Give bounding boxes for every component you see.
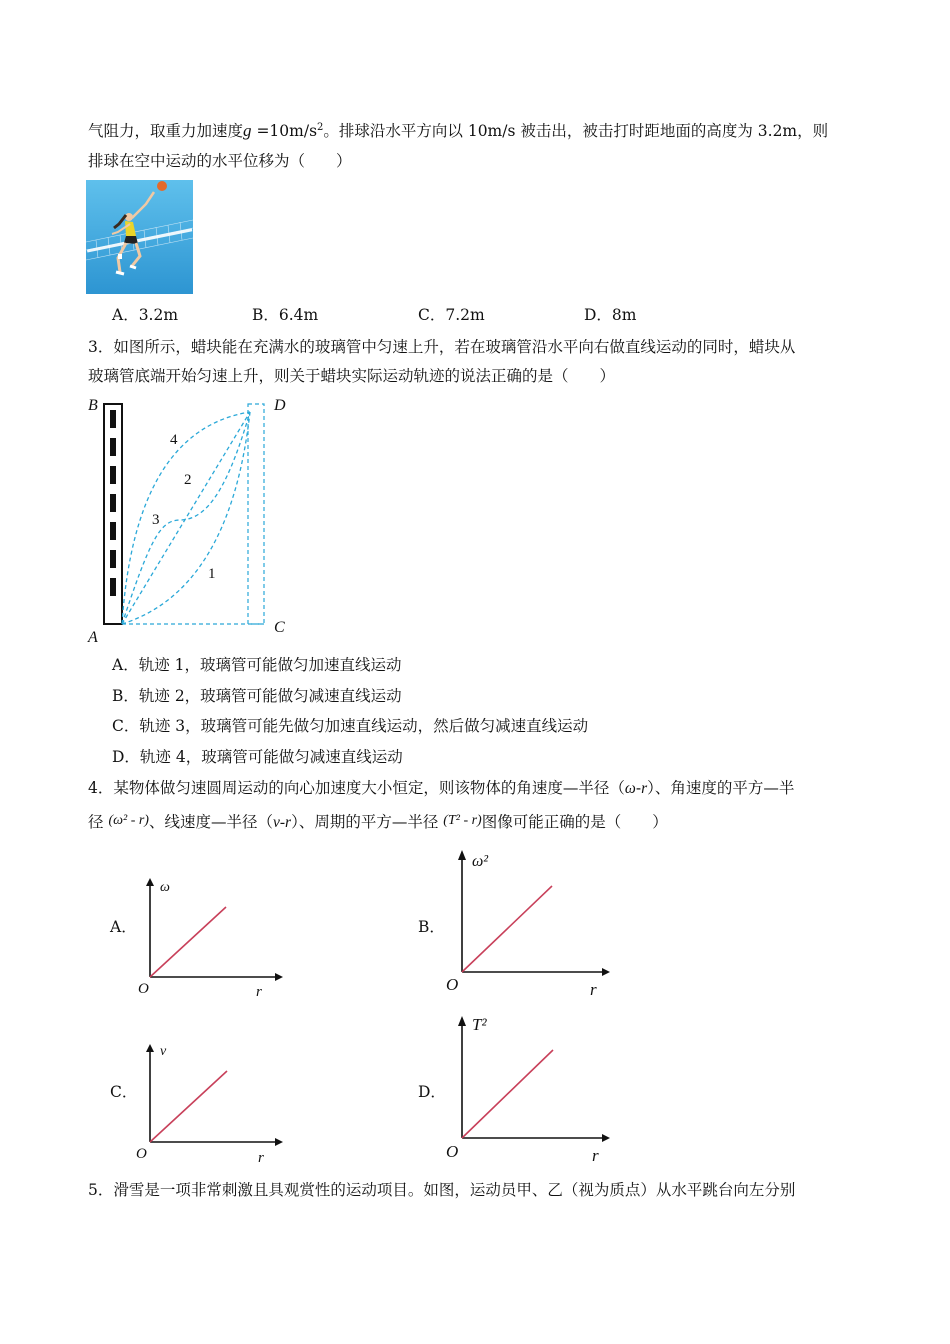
q3-option-d: D．轨迹 4，玻璃管可能做匀减速直线运动 — [112, 748, 403, 766]
graph-b — [440, 844, 620, 1004]
trajectory-4-label: 4 — [170, 432, 178, 448]
graph-c-origin: O — [136, 1146, 147, 1162]
point-d-label: D — [274, 397, 286, 414]
point-c-label: C — [274, 619, 285, 636]
point-b-label: B — [88, 397, 98, 414]
graph-a-xlabel: r — [256, 984, 262, 1000]
graph-c-xlabel: r — [258, 1150, 264, 1166]
q2-option-b: B．6.4m — [252, 306, 319, 324]
q2-option-d: D．8m — [584, 306, 637, 324]
graph-c-option: C． — [110, 1083, 138, 1101]
graph-a-origin: O — [138, 981, 149, 997]
trajectory-3-label: 3 — [152, 512, 160, 528]
q3-option-c: C．轨迹 3，玻璃管可能先做匀加速直线运动，然后做匀减速直线运动 — [112, 717, 589, 735]
graph-b-ylabel: ω² — [472, 853, 489, 870]
graph-c — [130, 1036, 290, 1166]
q3-option-a: A．轨迹 1，玻璃管可能做匀加速直线运动 — [112, 656, 402, 674]
q2-text-line1: 气阻力，取重力加速度$g =10m/s^2$。排球沿水平方向以 10m/s 被击出，被击打时距地面的高度为 3.2m，则 — [88, 121, 829, 141]
graph-d-xlabel: r — [592, 1146, 599, 1165]
q4-text-line2: 径 (ω² - r)、线速度—半径（v-r）、周期的平方—半径 (T² - r)图像可能正确的是（ ） — [88, 813, 668, 831]
graph-b-xlabel: r — [590, 980, 597, 999]
graph-a — [130, 872, 290, 1002]
graph-d-ylabel: T² — [472, 1015, 487, 1034]
q2-option-a: A．3.2m — [112, 306, 179, 324]
q5-text-line1: 5．滑雪是一项非常刺激且具观赏性的运动项目。如图，运动员甲、乙（视为质点）从水平跳台向左分别 — [88, 1181, 796, 1199]
graph-b-option: B． — [418, 918, 445, 936]
q3-trajectory-figure — [80, 390, 300, 645]
graph-d-option: D． — [418, 1083, 446, 1101]
q4-text-line1: 4．某物体做匀速圆周运动的向心加速度大小恒定，则该物体的角速度—半径（ω-r）、角速度的平方—半 — [88, 779, 795, 797]
q2-option-c: C．7.2m — [418, 306, 485, 324]
graph-a-ylabel: ω — [160, 880, 170, 895]
q3-option-b: B．轨迹 2，玻璃管可能做匀减速直线运动 — [112, 687, 402, 705]
graph-d — [440, 1008, 620, 1168]
point-a-label: A — [88, 629, 98, 645]
trajectory-1-label: 1 — [208, 566, 216, 582]
q2-text-line2: 排球在空中运动的水平位移为（ ） — [88, 152, 352, 170]
graph-d-origin: O — [446, 1142, 459, 1161]
graph-b-origin: O — [446, 975, 459, 994]
graph-a-option: A． — [110, 918, 137, 936]
q3-text-line1: 3．如图所示，蜡块能在充满水的玻璃管中匀速上升，若在玻璃管沿水平向右做直线运动的同时，蜡块从 — [88, 338, 796, 356]
graph-c-ylabel: v — [160, 1044, 167, 1059]
q3-text-line2: 玻璃管底端开始匀速上升，则关于蜡块实际运动轨迹的说法正确的是（ ） — [88, 367, 616, 385]
trajectory-2-label: 2 — [184, 472, 192, 488]
volleyball-photo — [86, 180, 193, 294]
